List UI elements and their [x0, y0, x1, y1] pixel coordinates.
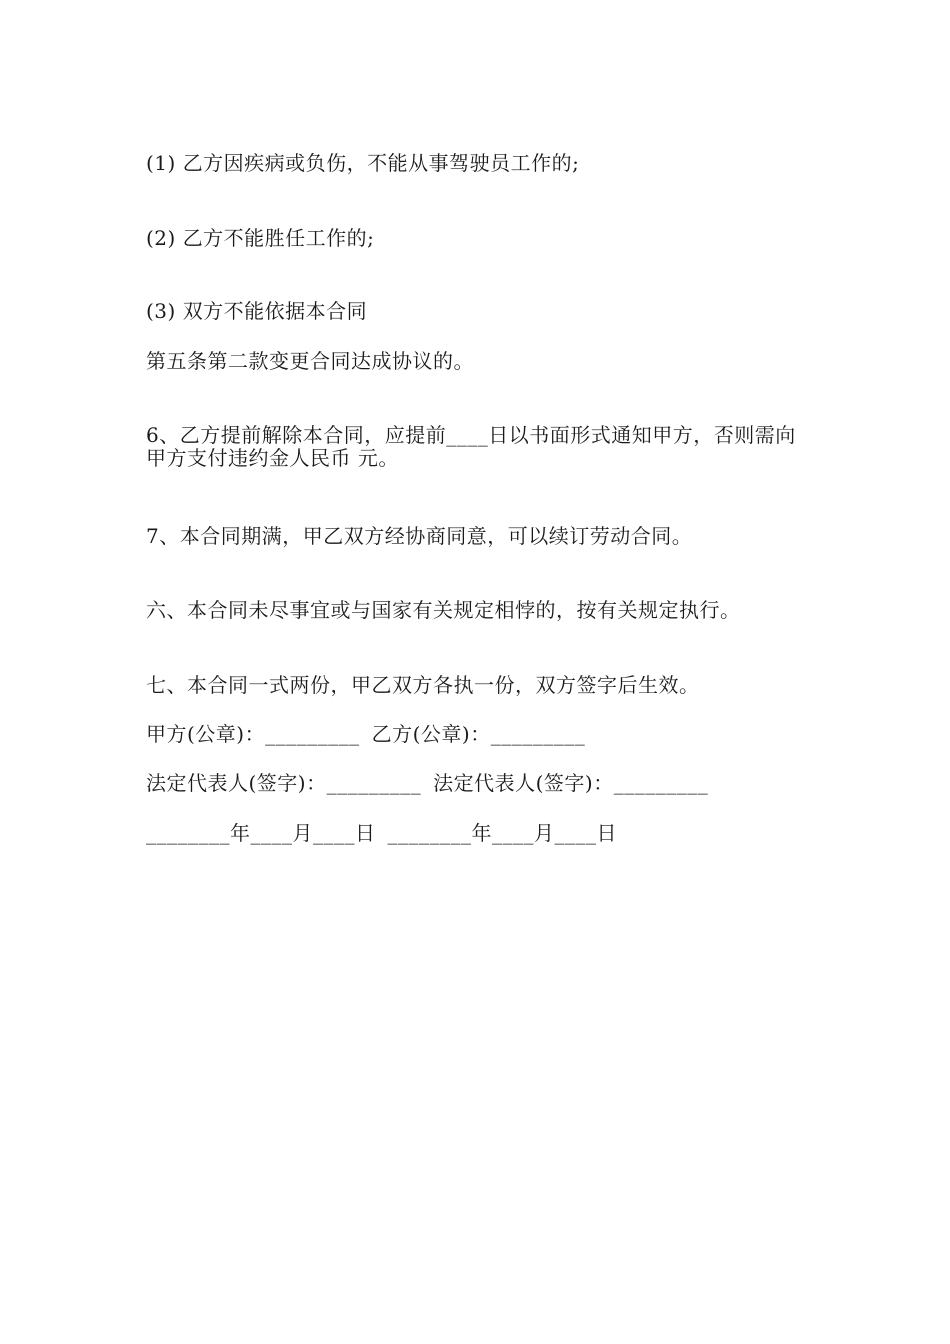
article-6: 六、本合同未尽事宜或与国家有关规定相悖的，按有关规定执行。: [146, 598, 741, 622]
clause-7: 7、本合同期满，甲乙双方经协商同意，可以续订劳动合同。: [146, 524, 693, 548]
date-row: [146, 821, 826, 845]
party-a-seal-field: 甲方(公章)：_________: [146, 722, 360, 746]
representative-signature-row: [146, 771, 826, 795]
clause-item-3: (3) 双方不能依据本合同: [146, 299, 368, 323]
party-a-date-field: ________年____月____日: [146, 821, 376, 845]
party-b-representative-field: 法定代表人(签字)：_________: [433, 771, 709, 795]
clause-item-2: (2) 乙方不能胜任工作的;: [146, 226, 375, 250]
clause-6: 6、乙方提前解除本合同，应提前____日以书面形式通知甲方，否则需向甲方支付违约金人民币 元。: [146, 423, 796, 470]
clause-item-3-continuation: 第五条第二款变更合同达成协议的。: [146, 349, 474, 373]
party-b-seal-field: 乙方(公章)：_________: [371, 722, 586, 746]
article-7: 七、本合同一式两份，甲乙双方各执一份，双方签字后生效。: [146, 673, 700, 697]
clause-item-1: (1) 乙方因疾病或负伤，不能从事驾驶员工作的;: [146, 151, 580, 175]
party-b-date-field: ________年____月____日: [387, 821, 617, 845]
seal-signature-row: [146, 722, 826, 746]
party-a-representative-field: 法定代表人(签字)：_________: [146, 771, 422, 795]
